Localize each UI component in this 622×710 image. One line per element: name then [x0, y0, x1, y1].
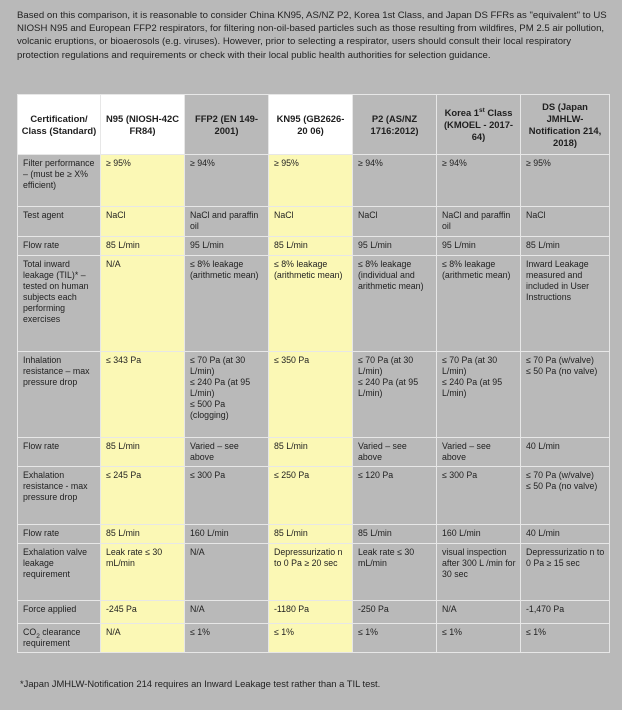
- cell-n95: 85 L/min: [101, 237, 185, 256]
- cell-korea: Varied – see above: [437, 438, 521, 467]
- cell-kn95: 85 L/min: [269, 525, 353, 544]
- cell-kn95: 85 L/min: [269, 237, 353, 256]
- header-p2: P2 (AS/NZ 1716:2012): [353, 95, 437, 155]
- cell-p2: NaCl: [353, 207, 437, 237]
- cell-korea: 95 L/min: [437, 237, 521, 256]
- table-row: [18, 155, 610, 207]
- cell-ds: Inward Leakage measured and included in User Instructions: [521, 256, 610, 352]
- row-label: Inhalation resistance – max pressure drop: [18, 352, 101, 438]
- cell-n95: NaCl: [101, 207, 185, 237]
- cell-p2: Varied – see above: [353, 438, 437, 467]
- cell-ffp2: NaCl and paraffin oil: [185, 207, 269, 237]
- cell-p2: ≤ 70 Pa (at 30 L/min) ≤ 240 Pa (at 95 L/min): [353, 352, 437, 438]
- cell-ffp2: ≤ 300 Pa: [185, 467, 269, 525]
- cell-n95: N/A: [101, 624, 185, 653]
- cell-ffp2: 160 L/min: [185, 525, 269, 544]
- cell-kn95: ≥ 95%: [269, 155, 353, 207]
- footnote: *Japan JMHLW-Notification 214 requires an Inward Leakage test rather than a TIL test.: [20, 678, 381, 689]
- header-ds: DS (Japan JMHLW-Notification 214, 2018): [521, 95, 610, 155]
- cell-kn95: NaCl: [269, 207, 353, 237]
- cell-ffp2: Varied – see above: [185, 438, 269, 467]
- cell-ffp2: ≤ 1%: [185, 624, 269, 653]
- cell-p2: ≤ 120 Pa: [353, 467, 437, 525]
- cell-p2: ≤ 1%: [353, 624, 437, 653]
- row-label: $CO_2$ clearance requirement: [18, 624, 101, 653]
- table-row: [18, 467, 610, 525]
- table-row: [18, 207, 610, 237]
- header-ffp2: FFP2 (EN 149-2001): [185, 95, 269, 155]
- comparison-table: [17, 94, 610, 653]
- cell-kn95: -1180 Pa: [269, 601, 353, 624]
- cell-ds: ≤ 70 Pa (w/valve) ≤ 50 Pa (no valve): [521, 352, 610, 438]
- cell-ds: 40 L/min: [521, 525, 610, 544]
- intro-paragraph: Based on this comparison, it is reasonable to consider China KN95, AS/NZ P2, Korea 1st Class, and Japan DS FFRs as "equivalent" to US NIOSH N95 and European FFP2 respirators, for filtering non-oil-based particles such as those resulting from wildfires, PM 2.5 air pollution, volcanic eruptions, or bioaerosols (e.g. viruses). However, prior to selecting a respirator, users should consult their local respiratory protection regulations and requirements or check with their local public health authorities for selection guidance.: [17, 10, 607, 61]
- cell-ds: -1,470 Pa: [521, 601, 610, 624]
- row-label: Flow rate: [18, 438, 101, 467]
- table-row: [18, 237, 610, 256]
- cell-korea: ≤ 70 Pa (at 30 L/min) ≤ 240 Pa (at 95 L/min): [437, 352, 521, 438]
- cell-ds: ≤ 70 Pa (w/valve) ≤ 50 Pa (no valve): [521, 467, 610, 525]
- cell-ds: ≥ 95%: [521, 155, 610, 207]
- header-korea: Korea 1st Class (KMOEL - 2017-64): [437, 95, 521, 155]
- cell-n95: N/A: [101, 256, 185, 352]
- cell-p2: Leak rate ≤ 30 mL/min: [353, 544, 437, 601]
- cell-ffp2: 95 L/min: [185, 237, 269, 256]
- cell-korea: ≤ 8% leakage (arithmetic mean): [437, 256, 521, 352]
- header-certification: Certification/ Class (Standard): [18, 95, 101, 155]
- row-label: Exhalation resistance - max pressure drop: [18, 467, 101, 525]
- cell-korea: ≥ 94%: [437, 155, 521, 207]
- cell-kn95: ≤ 8% leakage (arithmetic mean): [269, 256, 353, 352]
- cell-kn95: ≤ 1%: [269, 624, 353, 653]
- table-row: [18, 544, 610, 601]
- table-row: [18, 438, 610, 467]
- cell-p2: ≤ 8% leakage (individual and arithmetic mean): [353, 256, 437, 352]
- cell-korea: 160 L/min: [437, 525, 521, 544]
- row-label: Force applied: [18, 601, 101, 624]
- cell-ffp2: ≤ 8% leakage (arithmetic mean): [185, 256, 269, 352]
- cell-kn95: 85 L/min: [269, 438, 353, 467]
- cell-kn95: ≤ 250 Pa: [269, 467, 353, 525]
- table-row: [18, 525, 610, 544]
- cell-korea: ≤ 300 Pa: [437, 467, 521, 525]
- header-n95: N95 (NIOSH-42C FR84): [101, 95, 185, 155]
- cell-n95: ≤ 245 Pa: [101, 467, 185, 525]
- table-row: [18, 256, 610, 352]
- cell-kn95: Depressurizatio n to 0 Pa ≥ 20 sec: [269, 544, 353, 601]
- cell-p2: 95 L/min: [353, 237, 437, 256]
- row-label: Filter performance – (must be ≥ X% efficient): [18, 155, 101, 207]
- row-label: Exhalation valve leakage requirement: [18, 544, 101, 601]
- cell-kn95: ≤ 350 Pa: [269, 352, 353, 438]
- cell-n95: ≥ 95%: [101, 155, 185, 207]
- header-kn95: KN95 (GB2626-20 06): [269, 95, 353, 155]
- cell-n95: ≤ 343 Pa: [101, 352, 185, 438]
- cell-korea: NaCl and paraffin oil: [437, 207, 521, 237]
- cell-n95: 85 L/min: [101, 438, 185, 467]
- cell-ds: ≤ 1%: [521, 624, 610, 653]
- row-label: Test agent: [18, 207, 101, 237]
- cell-ffp2: ≤ 70 Pa (at 30 L/min) ≤ 240 Pa (at 95 L/min) ≤ 500 Pa (clogging): [185, 352, 269, 438]
- cell-korea: visual inspection after 300 L /min for 30 sec: [437, 544, 521, 601]
- cell-korea: N/A: [437, 601, 521, 624]
- cell-ffp2: N/A: [185, 544, 269, 601]
- header-row: [18, 95, 610, 155]
- cell-n95: -245 Pa: [101, 601, 185, 624]
- cell-ds: Depressurizatio n to 0 Pa ≥ 15 sec: [521, 544, 610, 601]
- cell-korea: ≤ 1%: [437, 624, 521, 653]
- table-row: [18, 601, 610, 624]
- cell-ffp2: N/A: [185, 601, 269, 624]
- row-label: Flow rate: [18, 237, 101, 256]
- cell-ds: 85 L/min: [521, 237, 610, 256]
- row-label: Total inward leakage (TIL)* – tested on human subjects each performing exercises: [18, 256, 101, 352]
- table-row: [18, 352, 610, 438]
- cell-ds: 40 L/min: [521, 438, 610, 467]
- cell-p2: 85 L/min: [353, 525, 437, 544]
- cell-p2: -250 Pa: [353, 601, 437, 624]
- cell-ds: NaCl: [521, 207, 610, 237]
- row-label: Flow rate: [18, 525, 101, 544]
- cell-n95: 85 L/min: [101, 525, 185, 544]
- table-row: [18, 624, 610, 653]
- cell-p2: ≥ 94%: [353, 155, 437, 207]
- cell-n95: Leak rate ≤ 30 mL/min: [101, 544, 185, 601]
- cell-ffp2: ≥ 94%: [185, 155, 269, 207]
